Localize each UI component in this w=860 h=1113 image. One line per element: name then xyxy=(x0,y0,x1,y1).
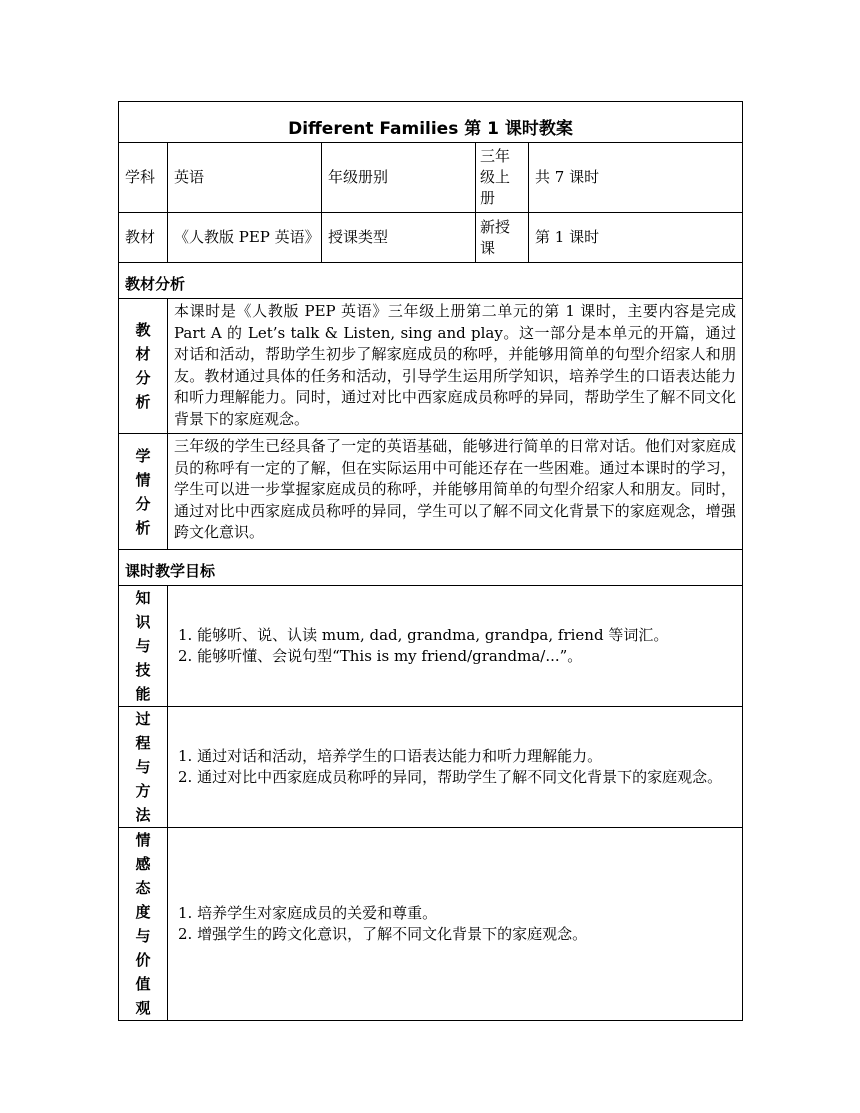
textbook-analysis-label: 教 材 分 析 xyxy=(119,299,168,434)
total-lessons-value: 共 7 课时 xyxy=(529,143,743,213)
grade-label: 年级册别 xyxy=(322,143,476,213)
analysis-heading: 教材分析 xyxy=(119,263,743,299)
lesson-type-value: 新授课 xyxy=(476,213,529,263)
list-item: 1. 能够听、说、认读 mum, dad, grandma, grandpa, friend 等词汇。 xyxy=(178,626,669,644)
list-item: 2. 增强学生的跨文化意识，了解不同文化背景下的家庭观念。 xyxy=(178,925,588,943)
list-item: 1. 培养学生对家庭成员的关爱和尊重。 xyxy=(178,904,438,922)
objectives-heading: 课时教学目标 xyxy=(119,550,743,586)
textbook-value: 《人教版 PEP 英语》 xyxy=(168,213,322,263)
knowledge-skills-label: 知 识 与 技 能 xyxy=(119,586,168,707)
subject-label: 学科 xyxy=(119,143,168,213)
textbook-analysis-text: 本课时是《人教版 PEP 英语》三年级上册第二单元的第 1 课时，主要内容是完成 Part A 的 Let’s talk & Listen, sing and play。这一部分是本单元的开篇，通过对话和活动，帮助学生初步了解家庭成员的称呼，并能够用简单的句型介绍家人和朋友。教材通过具体的任务和活动，引导学生运用所学知识，培养学生的口语表达能力和听力理解能力。同时，通过对比中西家庭成员称呼的异同，帮助学生了解不同文化背景下的家庭观念。 xyxy=(168,299,743,434)
list-item: 2. 通过对比中西家庭成员称呼的异同，帮助学生了解不同文化背景下的家庭观念。 xyxy=(178,768,723,786)
list-item: 2. 能够听懂、会说句型“This is my friend/grandma/...”。 xyxy=(178,647,583,665)
process-row xyxy=(119,707,743,828)
knowledge-row xyxy=(119,586,743,707)
list-item: 1. 通过对话和活动，培养学生的口语表达能力和听力理解能力。 xyxy=(178,747,603,765)
textbook-label: 教材 xyxy=(119,213,168,263)
student-analysis-text: 三年级的学生已经具备了一定的英语基础，能够进行简单的日常对话。他们对家庭成员的称呼有一定的了解，但在实际运用中可能还存在一些困难。通过本课时的学习，学生可以进一步掌握家庭成员的称呼，并能够用简单的句型介绍家人和朋友。同时，通过对比中西家庭成员称呼的异同，学生可以了解不同文化背景下的家庭观念，增强跨文化意识。 xyxy=(168,434,743,550)
grade-value: 三年级上册 xyxy=(476,143,529,213)
process-methods-content xyxy=(168,707,743,828)
textbook-analysis-row xyxy=(119,299,743,434)
page-title: Different Families 第 1 课时教案 xyxy=(119,102,743,143)
subject-value: 英语 xyxy=(168,143,322,213)
objectives-heading-row xyxy=(119,550,743,586)
subject-row xyxy=(119,143,743,213)
emotion-values-content xyxy=(168,828,743,1021)
emotion-row xyxy=(119,828,743,1021)
student-analysis-label: 学 情 分 析 xyxy=(119,434,168,550)
student-analysis-row xyxy=(119,434,743,550)
knowledge-skills-content xyxy=(168,586,743,707)
lesson-plan-table xyxy=(118,101,743,1021)
analysis-heading-row xyxy=(119,263,743,299)
textbook-row xyxy=(119,213,743,263)
process-methods-label: 过 程 与 方 法 xyxy=(119,707,168,828)
lesson-number-value: 第 1 课时 xyxy=(529,213,743,263)
title-row xyxy=(119,102,743,143)
lesson-type-label: 授课类型 xyxy=(322,213,476,263)
emotion-values-label: 情 感 态 度 与 价 值 观 xyxy=(119,828,168,1021)
